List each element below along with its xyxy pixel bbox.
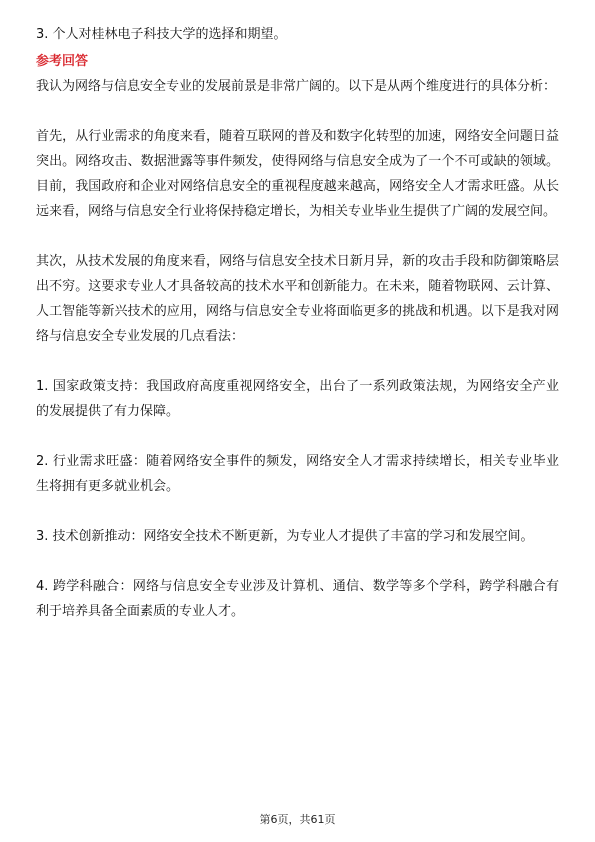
question-text: 3. 个人对桂林电子科技大学的选择和期望。 xyxy=(36,27,287,42)
paragraph-industry-demand: 首先，从行业需求的角度来看，随着互联网的普及和数字化转型的加速，网络安全问题日益突出。网络攻击、数据泄露等事件频发，使得网络与信息安全成为了一个不可或缺的领域。目前，我国政府和企业对网络信息安全的重视程度越来越高，网络安全人才需求旺盛。从长远来看，网络与信息安全行业将保持稳定增长，为相关专业毕业生提供了广阔的发展空间。 xyxy=(36,129,559,219)
list-item-demand: 2. 行业需求旺盛：随着网络安全事件的频发，网络安全人才需求持续增长，相关专业毕业生将拥有更多就业机会。 xyxy=(36,454,559,494)
list-item-interdisciplinary: 4. 跨学科融合：网络与信息安全专业涉及计算机、通信、数学等多个学科，跨学科融合有利于培养具备全面素质的专业人才。 xyxy=(36,579,559,619)
document-body xyxy=(36,22,559,649)
paragraph-intro: 我认为网络与信息安全专业的发展前景是非常广阔的。以下是从两个维度进行的具体分析： xyxy=(36,79,557,94)
list-item-policy: 1. 国家政策支持：我国政府高度重视网络安全，出台了一系列政策法规，为网络安全产业的发展提供了有力保障。 xyxy=(36,379,559,419)
paragraph-tech-development: 其次，从技术发展的角度来看，网络与信息安全技术日新月异，新的攻击手段和防御策略层出不穷。这要求专业人才具备较高的技术水平和创新能力。在未来，随着物联网、云计算、人工智能等新兴技术的应用，网络与信息安全专业将面临更多的挑战和机遇。以下是我对网络与信息安全专业发展的几点看法： xyxy=(36,254,559,344)
page-number: 第6页，共61页 xyxy=(259,813,336,826)
list-item-innovation: 3. 技术创新推动：网络安全技术不断更新，为专业人才提供了丰富的学习和发展空间。 xyxy=(36,529,534,544)
answer-heading: 参考回答 xyxy=(36,54,89,69)
